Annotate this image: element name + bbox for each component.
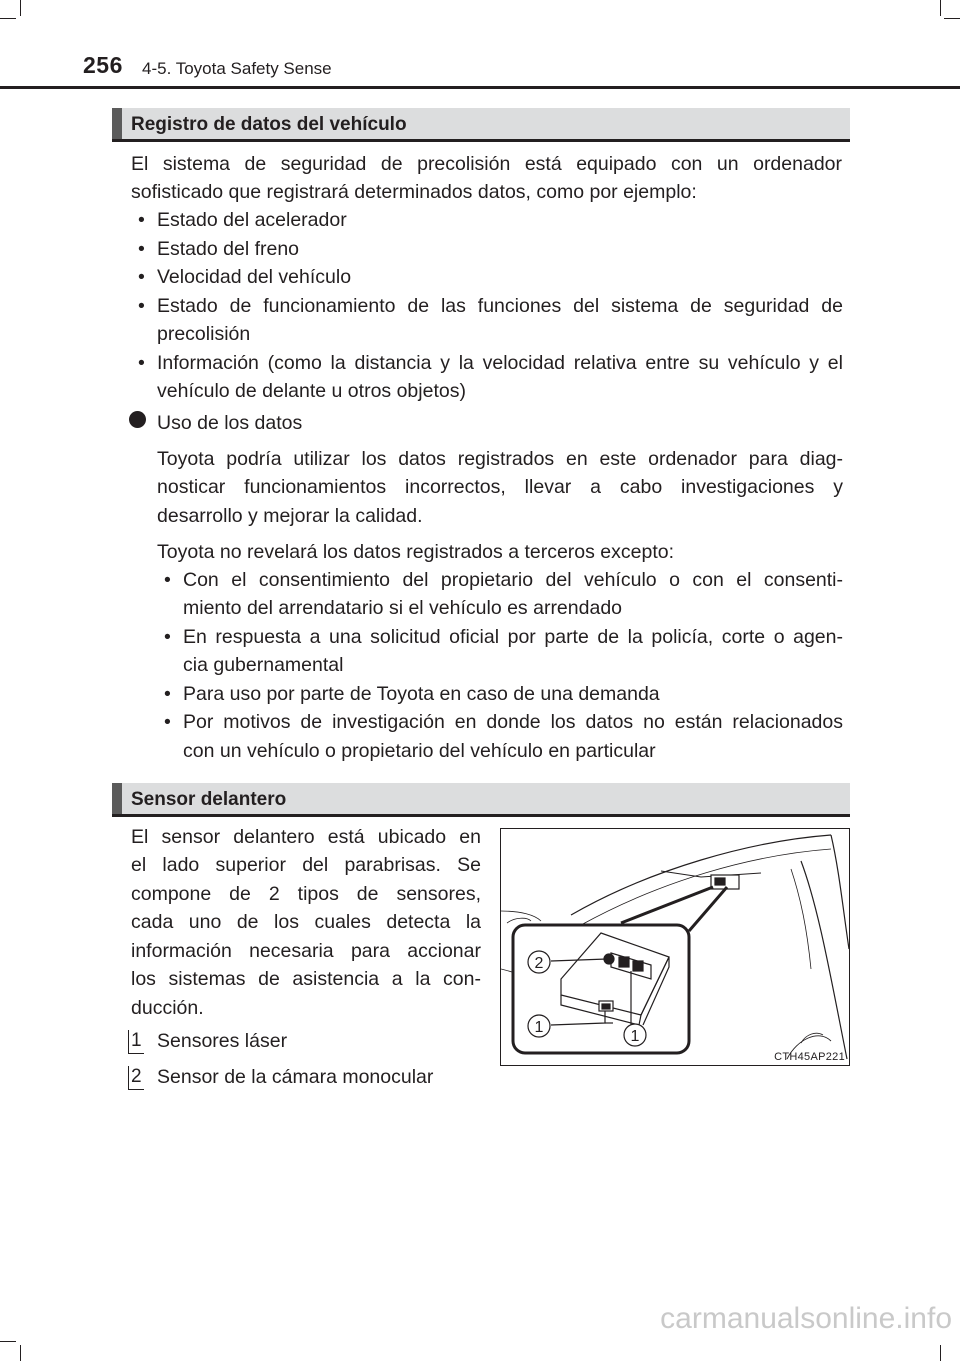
bullet-dot: • xyxy=(138,266,145,288)
heading-text: Registro de datos del vehículo xyxy=(131,114,407,135)
item-label-laser: Sensores láser xyxy=(157,1030,288,1052)
list-item-continuation: cia gubernamental xyxy=(183,654,344,676)
list-item xyxy=(138,263,843,292)
heading-accent xyxy=(112,108,122,139)
heading-text: Sensor delantero xyxy=(131,789,287,810)
list-item-text: Para uso por parte de Toyota en caso de una demanda xyxy=(183,683,660,705)
list-item xyxy=(138,235,843,264)
bullet-dot: • xyxy=(164,683,171,705)
crop-mark xyxy=(20,1345,21,1361)
list-item-text: Estado del acelerador xyxy=(157,209,347,231)
bullet-dot: • xyxy=(164,626,171,648)
sensor-para-line: información necesaria para accionar xyxy=(131,940,481,962)
heading-accent xyxy=(112,783,122,814)
subheading: Uso de los datos xyxy=(157,412,303,434)
sensor-para-line: el lado superior del parabrisas. Se xyxy=(131,854,481,876)
use-para-line: desarrollo y mejorar la calidad. xyxy=(157,505,423,527)
list-item xyxy=(164,566,843,595)
bullet-dot: • xyxy=(138,295,145,317)
crop-mark xyxy=(0,1341,16,1342)
item-number: 2 xyxy=(128,1066,144,1090)
watermark: carmanualsonline.info xyxy=(660,1302,952,1335)
section-heading-registro xyxy=(112,108,850,142)
bullet-dot: • xyxy=(164,711,171,733)
sensor-illustration xyxy=(500,828,850,1066)
disclosure-intro: Toyota no revelará los datos registrados a terceros excepto: xyxy=(157,541,675,563)
list-item-continuation: miento del arrendatario si el vehículo es arrendado xyxy=(183,597,623,619)
list-item xyxy=(164,623,843,652)
sensor-para-line: compone de 2 tipos de sensores, xyxy=(131,883,481,905)
list-item-text: Con el consentimiento del propietario del vehículo o con el consenti- xyxy=(183,569,843,591)
crop-mark xyxy=(944,18,960,19)
item-number: 1 xyxy=(128,1030,144,1054)
crop-mark xyxy=(940,1345,941,1361)
crop-mark xyxy=(940,0,941,16)
header-divider xyxy=(0,86,960,89)
figure-code: CTH45AP221 xyxy=(774,1051,845,1063)
intro-line: El sistema de seguridad de precolisión está equipado con un ordenador xyxy=(131,153,842,175)
crop-mark xyxy=(0,18,16,19)
windshield-sensor-drawing xyxy=(501,829,850,1066)
list-item-text: Velocidad del vehículo xyxy=(157,266,352,288)
use-para-line: nosticar funcionamientos incorrectos, llevar a cabo investigaciones y xyxy=(157,476,843,498)
item-label-camera: Sensor de la cámara monocular xyxy=(157,1066,434,1088)
bullet-disc xyxy=(129,411,146,428)
list-item xyxy=(138,349,843,378)
use-para-line: Toyota podría utilizar los datos registrados en este ordenador para diag- xyxy=(157,448,843,470)
sensor-para-line: los sistemas de asistencia a la con- xyxy=(131,968,481,990)
sensor-para-line: cada uno de los cuales detecta la xyxy=(131,911,481,933)
sensor-para-line: El sensor delantero está ubicado en xyxy=(131,826,481,848)
list-item-text: Estado del freno xyxy=(157,238,300,260)
list-item xyxy=(164,680,843,709)
intro-line: sofisticado que registrará determinados datos, como por ejemplo: xyxy=(131,181,697,203)
bullet-dot: • xyxy=(138,352,145,374)
section-title: 4-5. Toyota Safety Sense xyxy=(142,59,332,78)
list-item-text: Por motivos de investigación en donde los datos no están relacionados xyxy=(183,711,843,733)
list-item xyxy=(138,292,843,321)
list-item-text: Información (como la distancia y la velocidad relativa entre su vehículo y el xyxy=(157,352,843,374)
callout-1: 1 xyxy=(630,1028,640,1045)
list-item-text: Estado de funcionamiento de las funciones del sistema de seguridad de xyxy=(157,295,843,317)
sensor-para-line: ducción. xyxy=(131,997,204,1019)
list-item-text: En respuesta a una solicitud oficial por parte de la policía, corte o agen- xyxy=(183,626,843,648)
list-item-continuation: vehículo de delante u otros objetos) xyxy=(157,380,466,402)
bullet-dot: • xyxy=(138,209,145,231)
bullet-dot: • xyxy=(138,238,145,260)
section-heading-sensor xyxy=(112,783,850,817)
page-header xyxy=(0,52,960,92)
list-item-continuation: precolisión xyxy=(157,323,251,345)
list-item xyxy=(138,206,843,235)
page-number: 256 xyxy=(83,52,123,78)
list-item-continuation: con un vehículo o propietario del vehículo en particular xyxy=(183,740,656,762)
callout-1: 1 xyxy=(534,1019,544,1036)
callout-2: 2 xyxy=(534,955,544,972)
list-item xyxy=(164,708,843,737)
bullet-dot: • xyxy=(164,569,171,591)
crop-mark xyxy=(20,0,21,16)
